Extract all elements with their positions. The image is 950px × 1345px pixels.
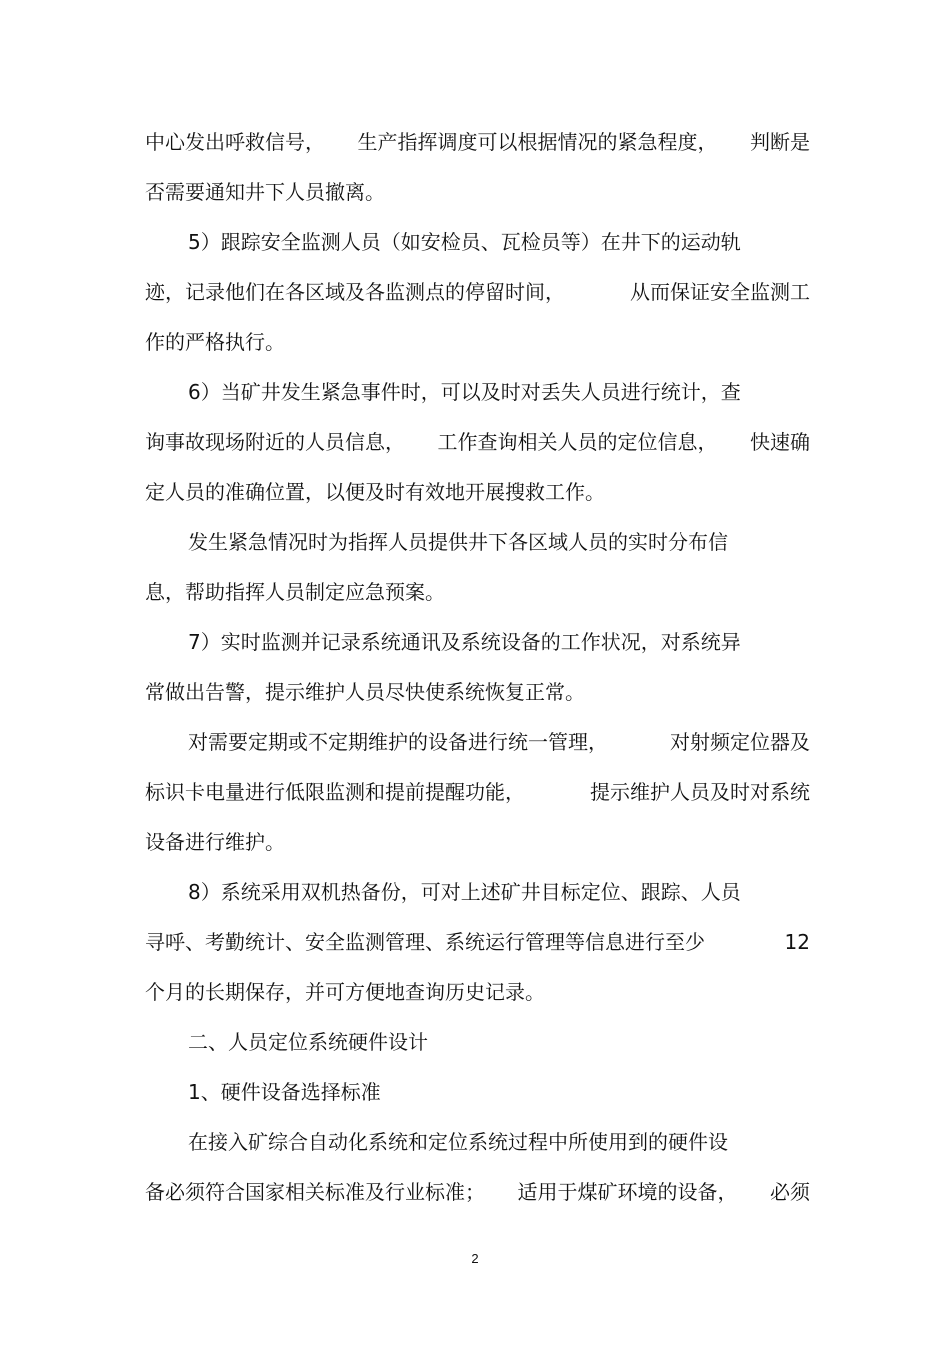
text-segment: 6）当矿井发生紧急事件时，可以及时对丢失人员进行统计，查 — [188, 380, 741, 404]
text-line — [145, 677, 810, 707]
text-line — [145, 577, 810, 607]
text-segment: 必须 — [770, 1180, 810, 1204]
text-segment: 中心发出呼救信号， — [145, 130, 325, 154]
text-segment: 1、硬件设备选择标准 — [188, 1080, 381, 1104]
text-segment: 设备进行维护。 — [145, 830, 285, 854]
text-line — [145, 127, 810, 157]
text-segment: 生产指挥调度可以根据情况的紧急程度， — [357, 130, 718, 154]
text-segment: 工作查询相关人员的定位信息， — [437, 430, 718, 454]
text-segment: 7）实时监测并记录系统通讯及系统设备的工作状况，对系统异 — [188, 630, 741, 654]
text-segment: 二、人员定位系统硬件设计 — [188, 1030, 428, 1054]
text-segment: 常做出告警，提示维护人员尽快使系统恢复正常。 — [145, 680, 585, 704]
text-segment: 询事故现场附近的人员信息， — [145, 430, 405, 454]
text-segment: 判断是 — [750, 130, 810, 154]
subsection-heading — [188, 1077, 810, 1107]
section-heading — [188, 1027, 810, 1057]
text-line — [145, 1177, 810, 1207]
text-line — [145, 427, 810, 457]
text-segment: 息，帮助指挥人员制定应急预案。 — [145, 580, 445, 604]
text-segment: 12 — [784, 930, 810, 954]
text-segment: 个月的长期保存，并可方便地查询历史记录。 — [145, 980, 545, 1004]
text-line — [145, 177, 810, 207]
text-line — [145, 327, 810, 357]
text-segment: 发生紧急情况时为指挥人员提供井下各区域人员的实时分布信 — [188, 530, 728, 554]
text-line — [188, 727, 810, 757]
text-segment: 寻呼、考勤统计、安全监测管理、系统运行管理等信息进行至少 — [145, 930, 705, 954]
text-line — [145, 977, 810, 1007]
text-segment: 5）跟踪安全监测人员（如安检员、瓦检员等）在井下的运动轨 — [188, 230, 741, 254]
text-segment: 提示维护人员及时对系统 — [590, 780, 810, 804]
text-line — [188, 227, 810, 257]
text-line — [145, 827, 810, 857]
text-segment: 从而保证安全监测工 — [630, 280, 810, 304]
text-segment: 作的严格执行。 — [145, 330, 285, 354]
text-segment: 8）系统采用双机热备份，可对上述矿井目标定位、跟踪、人员 — [188, 880, 741, 904]
text-segment: 标识卡电量进行低限监测和提前提醒功能， — [145, 780, 525, 804]
text-line — [188, 627, 810, 657]
text-segment: 迹，记录他们在各区域及各监测点的停留时间， — [145, 280, 565, 304]
text-segment: 定人员的准确位置，以便及时有效地开展搜救工作。 — [145, 480, 605, 504]
text-line — [145, 777, 810, 807]
text-segment: 对射频定位器及 — [670, 730, 810, 754]
text-segment: 快速确 — [750, 430, 810, 454]
text-line — [145, 477, 810, 507]
text-segment: 否需要通知井下人员撤离。 — [145, 180, 385, 204]
text-segment: 适用于煤矿环境的设备， — [517, 1180, 738, 1204]
text-line — [145, 927, 810, 957]
text-line — [188, 527, 810, 557]
text-segment: 备必须符合国家相关标准及行业标准； — [145, 1180, 485, 1204]
text-line — [188, 377, 810, 407]
text-segment: 对需要定期或不定期维护的设备进行统一管理， — [188, 730, 608, 754]
text-line — [145, 277, 810, 307]
text-line — [188, 877, 810, 907]
page-number: 2 — [471, 1251, 479, 1266]
text-segment: 在接入矿综合自动化系统和定位系统过程中所使用到的硬件设 — [188, 1130, 728, 1154]
text-line — [188, 1127, 810, 1157]
